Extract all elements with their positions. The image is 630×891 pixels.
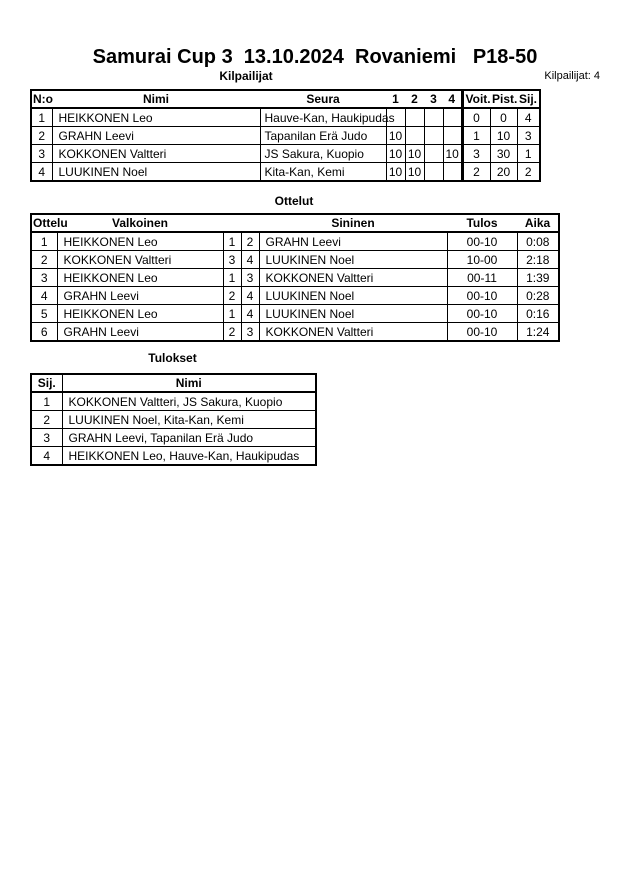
matches-section-title: Ottelut [274, 194, 314, 208]
competitor-match3-score [424, 108, 443, 127]
competitor-row [31, 163, 540, 182]
col-header-club: Seura [260, 90, 386, 108]
competitor-points: 10 [490, 127, 517, 145]
match-row [31, 287, 559, 305]
competitor-place: 2 [517, 163, 540, 182]
result-row [31, 411, 316, 429]
competitor-match2-score: 10 [405, 145, 424, 163]
competitor-no: 4 [31, 163, 52, 182]
col-header-points: Pist. [492, 92, 518, 106]
competitor-wins: 1 [462, 127, 490, 145]
result-name: GRAHN Leevi, Tapanilan Erä Judo [62, 429, 316, 447]
match-white-name: HEIKKONEN Leo [57, 232, 223, 251]
result-place: 2 [31, 411, 62, 429]
competitor-wins: 3 [462, 145, 490, 163]
result-place: 3 [31, 429, 62, 447]
col-header-white-no [223, 214, 241, 232]
competitor-match4-score [443, 127, 462, 145]
competitor-club: Hauve-Kan, Haukipudas [260, 108, 386, 127]
competitor-club: JS Sakura, Kuopio [260, 145, 386, 163]
match-row [31, 305, 559, 323]
competitor-match4-score [443, 108, 462, 127]
result-place: 1 [31, 392, 62, 411]
competitor-wins: 0 [462, 108, 490, 127]
results-section-title: Tulokset [148, 351, 197, 365]
competitor-row [31, 108, 540, 127]
competitor-no: 3 [31, 145, 52, 163]
competitor-match1-score: 10 [386, 163, 405, 182]
match-result: 10-00 [447, 251, 517, 269]
competitor-match4-score [443, 163, 462, 182]
competitor-name: GRAHN Leevi [52, 127, 260, 145]
match-blue-no: 4 [241, 287, 259, 305]
competitor-name: KOKKONEN Valtteri [52, 145, 260, 163]
result-row [31, 392, 316, 411]
match-time: 0:16 [517, 305, 559, 323]
col-header-match-no: Ottelu [33, 216, 68, 230]
result-name: HEIKKONEN Leo, Hauve-Kan, Haukipudas [62, 447, 316, 466]
competitor-match2-score [405, 108, 424, 127]
competitor-place: 3 [517, 127, 540, 145]
match-blue-name: LUUKINEN Noel [259, 305, 447, 323]
col-header-place: Sij. [31, 374, 62, 392]
col-header-time: Aika [517, 214, 559, 232]
result-row [31, 429, 316, 447]
competitor-row [31, 145, 540, 163]
competitor-points: 20 [490, 163, 517, 182]
result-name: LUUKINEN Noel, Kita-Kan, Kemi [62, 411, 316, 429]
col-header-result: Tulos [447, 214, 517, 232]
competitors-header-row [31, 90, 540, 108]
match-result: 00-11 [447, 269, 517, 287]
competitor-row [31, 127, 540, 145]
result-row [31, 447, 316, 466]
result-place: 4 [31, 447, 62, 466]
match-no: 1 [31, 232, 57, 251]
col-header-match1: 1 [386, 90, 405, 108]
match-white-no: 1 [223, 232, 241, 251]
results-table [30, 373, 317, 466]
competitor-match3-score [424, 163, 443, 182]
matches-header-row [31, 214, 559, 232]
col-header-match2: 2 [405, 90, 424, 108]
competitor-match2-score [405, 127, 424, 145]
competitor-place: 1 [517, 145, 540, 163]
match-white-name: HEIKKONEN Leo [57, 269, 223, 287]
page-title: Samurai Cup 3 13.10.2024 Rovaniemi P18-50 [92, 46, 538, 68]
col-header-match3: 3 [424, 90, 443, 108]
col-header-match4: 4 [443, 90, 462, 108]
match-white-name: KOKKONEN Valtteri [57, 251, 223, 269]
match-blue-name: GRAHN Leevi [259, 232, 447, 251]
match-blue-no: 4 [241, 305, 259, 323]
match-no: 3 [31, 269, 57, 287]
match-blue-name: LUUKINEN Noel [259, 251, 447, 269]
competitor-match1-score: 10 [386, 127, 405, 145]
match-white-no: 1 [223, 305, 241, 323]
match-white-no: 2 [223, 287, 241, 305]
match-blue-no: 3 [241, 269, 259, 287]
match-result: 00-10 [447, 232, 517, 251]
col-header-place: Sij. [517, 90, 540, 108]
match-blue-name: LUUKINEN Noel [259, 287, 447, 305]
col-header-name: Nimi [52, 90, 260, 108]
competitors-section-title: Kilpailijat [219, 69, 273, 83]
match-time: 0:08 [517, 232, 559, 251]
match-white-no: 2 [223, 323, 241, 342]
match-white-name: GRAHN Leevi [57, 323, 223, 342]
match-row [31, 323, 559, 342]
match-row [31, 232, 559, 251]
result-name: KOKKONEN Valtteri, JS Sakura, Kuopio [62, 392, 316, 411]
match-blue-no: 4 [241, 251, 259, 269]
match-blue-name: KOKKONEN Valtteri [259, 323, 447, 342]
match-time: 1:24 [517, 323, 559, 342]
competitor-wins: 2 [462, 163, 490, 182]
competitor-match3-score [424, 127, 443, 145]
competitor-club: Kita-Kan, Kemi [260, 163, 386, 182]
match-result: 00-10 [447, 287, 517, 305]
match-row [31, 269, 559, 287]
competitors-table [30, 89, 541, 182]
results-header-row [31, 374, 316, 392]
match-result: 00-10 [447, 305, 517, 323]
competitor-club: Tapanilan Erä Judo [260, 127, 386, 145]
competitor-match1-score: 10 [386, 145, 405, 163]
competitor-match4-score: 10 [443, 145, 462, 163]
competitors-count: Kilpailijat: 4 [544, 70, 600, 82]
match-white-no: 1 [223, 269, 241, 287]
match-no: 6 [31, 323, 57, 342]
match-result: 00-10 [447, 323, 517, 342]
competitor-points: 30 [490, 145, 517, 163]
col-header-blue-no [241, 214, 259, 232]
match-time: 2:18 [517, 251, 559, 269]
match-blue-no: 2 [241, 232, 259, 251]
match-no: 2 [31, 251, 57, 269]
match-time: 0:28 [517, 287, 559, 305]
col-header-blue: Sininen [259, 214, 447, 232]
match-time: 1:39 [517, 269, 559, 287]
competitor-name: HEIKKONEN Leo [52, 108, 260, 127]
competitor-no: 1 [31, 108, 52, 127]
match-blue-no: 3 [241, 323, 259, 342]
match-white-name: HEIKKONEN Leo [57, 305, 223, 323]
match-white-no: 3 [223, 251, 241, 269]
match-white-name: GRAHN Leevi [57, 287, 223, 305]
competitor-place: 4 [517, 108, 540, 127]
match-no: 4 [31, 287, 57, 305]
col-header-white: Valkoinen [57, 214, 223, 232]
competitor-match3-score [424, 145, 443, 163]
match-row [31, 251, 559, 269]
competitor-no: 2 [31, 127, 52, 145]
competitor-points: 0 [490, 108, 517, 127]
col-header-name: Nimi [62, 374, 316, 392]
col-header-wins: Voit. [462, 90, 490, 108]
matches-table [30, 213, 560, 342]
match-no: 5 [31, 305, 57, 323]
competitor-name: LUUKINEN Noel [52, 163, 260, 182]
match-blue-name: KOKKONEN Valtteri [259, 269, 447, 287]
competitor-match2-score: 10 [405, 163, 424, 182]
col-header-no: N:o [33, 92, 53, 106]
